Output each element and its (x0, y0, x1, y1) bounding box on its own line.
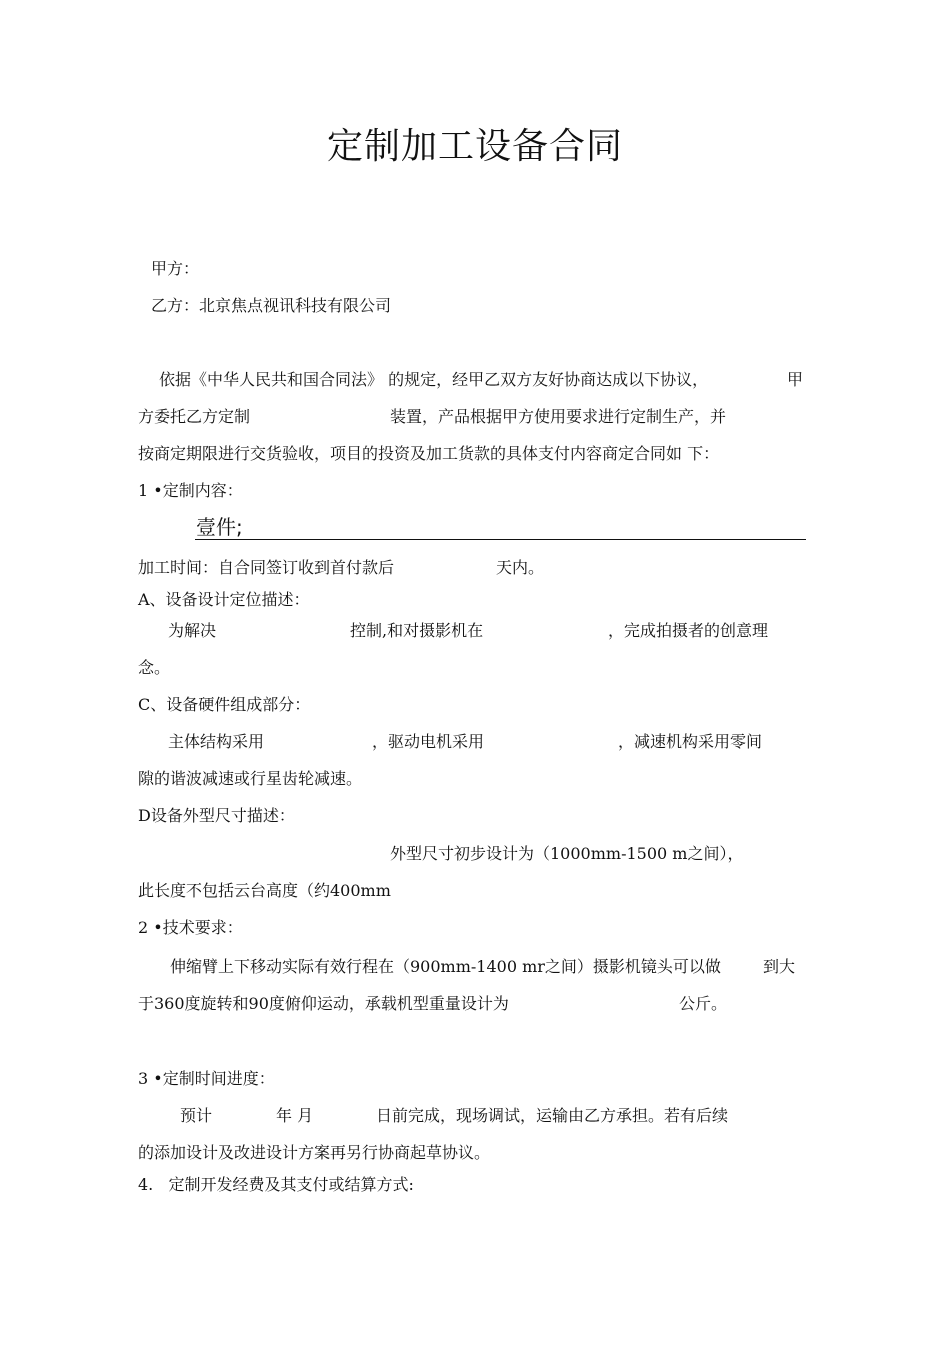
processing-time-end: 天内。 (496, 558, 545, 577)
quantity-underline (195, 539, 806, 540)
intro-line-3: 按商定期限进行交货验收，项目的投资及加工货款的具体支付内容商定合同如 下： (138, 444, 720, 463)
section-c-line-1-part-1: 主体结构采用 (168, 732, 265, 751)
section-3-line-2: 的添加设计及改进设计方案再另行协商起草协议。 (138, 1143, 491, 1162)
party-a-label: 甲方： (151, 259, 200, 278)
section-3-heading: 3 •定制时间进度： (138, 1069, 275, 1088)
section-2-heading: 2 •技术要求： (138, 918, 243, 937)
section-3-line-1-part-3: 日前完成，现场调试，运输由乙方承担。若有后续 (376, 1106, 729, 1125)
processing-time-start: 加工时间：自合同签订收到首付款后 (138, 558, 395, 577)
section-3-line-1-part-2: 年 月 (276, 1106, 314, 1125)
section-2-line-1: 伸缩臂上下移动实际有效行程在（900mm-1400 mr之间）摄影机镜头可以做 (170, 957, 721, 976)
section-2-line-2: 于360度旋转和90度俯仰运动，承载机型重量设计为 (138, 994, 509, 1013)
section-c-line-2: 隙的谐波减速或行星齿轮减速。 (138, 769, 363, 788)
section-4-heading: 4. 定制开发经费及其支付或结算方式: (138, 1175, 414, 1194)
intro-line-2-start: 方委托乙方定制 (138, 407, 251, 426)
party-b-label: 乙方：北京焦点视讯科技有限公司 (151, 296, 392, 315)
section-1-heading: 1 •定制内容： (138, 481, 243, 500)
section-d-line-2: 此长度不包括云台高度（约400mm (138, 881, 391, 900)
section-a-line-1-part-1: 为解决 (168, 621, 217, 640)
intro-line-1-end: 甲 (787, 370, 804, 389)
section-c-line-1-part-2: ，驱动电机采用 (372, 732, 485, 751)
section-d-heading: D设备外型尺寸描述： (138, 806, 295, 825)
section-3-line-1-part-1: 预计 (180, 1106, 213, 1125)
intro-line-2-end: 装置，产品根据甲方使用要求进行定制生产，并 (390, 407, 727, 426)
section-c-heading: C、设备硬件组成部分： (138, 695, 311, 714)
intro-line-1: 依据《中华人民共和国合同法》 的规定，经甲乙双方友好协商达成以下协议， (159, 370, 709, 389)
section-a-heading: A、设备设计定位描述： (138, 590, 310, 609)
section-c-line-1-part-3: ，减速机构采用零间 (618, 732, 763, 751)
section-2-line-1-end: 到大 (763, 957, 796, 976)
document-title: 定制加工设备合同 (326, 126, 623, 167)
section-2-line-2-end: 公斤。 (679, 994, 728, 1013)
quantity-text: 壹件; (196, 515, 243, 539)
section-a-line-1-part-3: ，完成拍摄者的创意理 (608, 621, 769, 640)
section-a-line-2: 念。 (138, 658, 171, 677)
section-a-line-1-part-2: 控制,和对摄影机在 (350, 621, 484, 640)
section-d-line-1: 外型尺寸初步设计为（1000mm-1500 m之间）， (390, 844, 744, 863)
